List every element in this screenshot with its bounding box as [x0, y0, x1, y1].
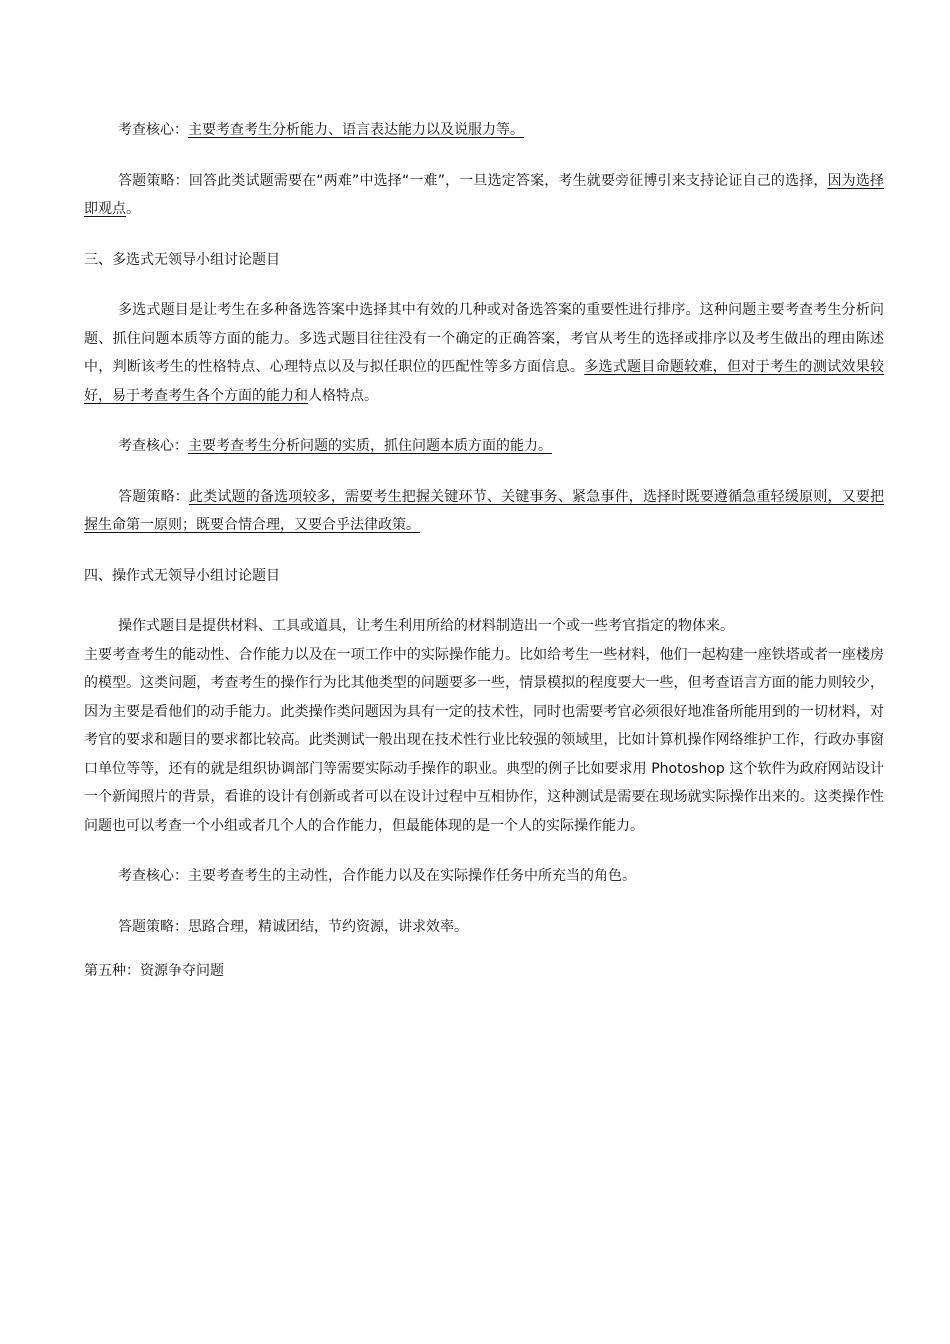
strategy-paragraph-4 — [84, 913, 884, 942]
strategy-label: 答题策略： — [118, 172, 189, 189]
core-text: 主要考查考生分析问题的实质，抓住问题本质方面的能力。 — [188, 438, 552, 454]
body-text-underlined: 多选式题目命题较难，但对于考生的测试效果较好，易于考查考生各个方面的能力和 — [84, 359, 885, 404]
body-text: 主要考查考生的能动性、合作能力以及在一项工作中的实际操作能力。比如给考生一些材料，他们一起构建一座铁塔或者一座楼房的模型。这类问题，考查考生的操作行为比其他类型的问题要多一些，情景模拟的程度要大一些，但考查语言方面的能力则较少，因为主要是看他们的动手能力。此类操作类问题因为具有一定的技术性，同时也需要考官必须很好地准备所能用到的一切材料，对考官的要求和题目的要求都比较高。此类测试一般出现在技术性行业比较强的领域里，比如计算机操作网络维护工作，行政办事窗口单位等等，还有的就是组织协调部门等需要实际动手操作的职业。典型的例子比如要求用 Photoshop 这个软件为政府网站设计一个新闻照片的背景，看谁的设计有创新或者可以在设计过程中互相协作，这种测试是需要在现场就实际操作出来的。这类操作性问题也可以考查一个小组或者几个人的合作能力，但最能体现的是一个人的实际操作能力。 — [84, 646, 884, 834]
strategy-label: 答题策略： — [118, 488, 189, 505]
core-label: 考查核心： — [118, 868, 188, 884]
core-text: 主要考查考生分析能力、语言表达能力以及说服力等。 — [188, 122, 524, 138]
strategy-text: 思路合理，精诚团结，节约资源，讲求效率。 — [188, 918, 468, 935]
document-page — [84, 116, 884, 1008]
strategy-text-end: 。 — [126, 201, 140, 217]
body-first-line: 操作式题目是提供材料、工具或道具，让考生利用所给的材料制造出一个或一些考官指定的物体来。 — [118, 618, 734, 634]
core-paragraph-1 — [84, 116, 884, 145]
section-heading-5: 第五种：资源争夺问题 — [84, 963, 224, 979]
strategy-paragraph-3 — [84, 483, 884, 540]
strategy-text: 回答此类试题需要在“两难”中选择“一难”，一旦选定答案，考生就要旁征博引来支持论证自己的选择， — [188, 172, 828, 189]
core-paragraph-3 — [84, 432, 884, 461]
core-label: 考查核心： — [118, 438, 188, 454]
core-text: 主要考查考生的主动性，合作能力以及在实际操作任务中所充当的角色。 — [188, 868, 636, 884]
section-body-3 — [84, 296, 884, 410]
body-text-end: 人格特点。 — [308, 387, 378, 404]
section-body-4 — [84, 612, 884, 840]
body-text: 多选式题目是让考生在多种备选答案中选择其中有效的几种或对备选答案的重要性进行排序。这种问题主要考查考生分析问题、抓住问题本质等方面的能力。多选式题目往往没有一个确定的正确答案，考官从考生的选择或排序以及考生做出的理由陈述中，判断该考生的性格特点、心理特点以及与拟任职位的匹配性等多方面信息。 — [84, 302, 884, 375]
strategy-text-underlined: 因为选择即观点 — [84, 172, 885, 217]
section-heading-4: 四、操作式无领导小组讨论题目 — [84, 567, 280, 584]
strategy-text: 此类试题的备选项较多，需要考生把握关键环节、关键事务、紧急事件，选择时既要遵循急重轻缓原则，又要把握生命第一原则；既要合情合理，又要合乎法律政策。 — [84, 488, 885, 533]
strategy-label: 答题策略： — [118, 918, 188, 935]
section-heading-3: 三、多选式无领导小组讨论题目 — [84, 251, 280, 268]
strategy-paragraph-1 — [84, 167, 884, 224]
core-paragraph-4 — [84, 862, 884, 891]
core-label: 考查核心： — [118, 122, 188, 138]
